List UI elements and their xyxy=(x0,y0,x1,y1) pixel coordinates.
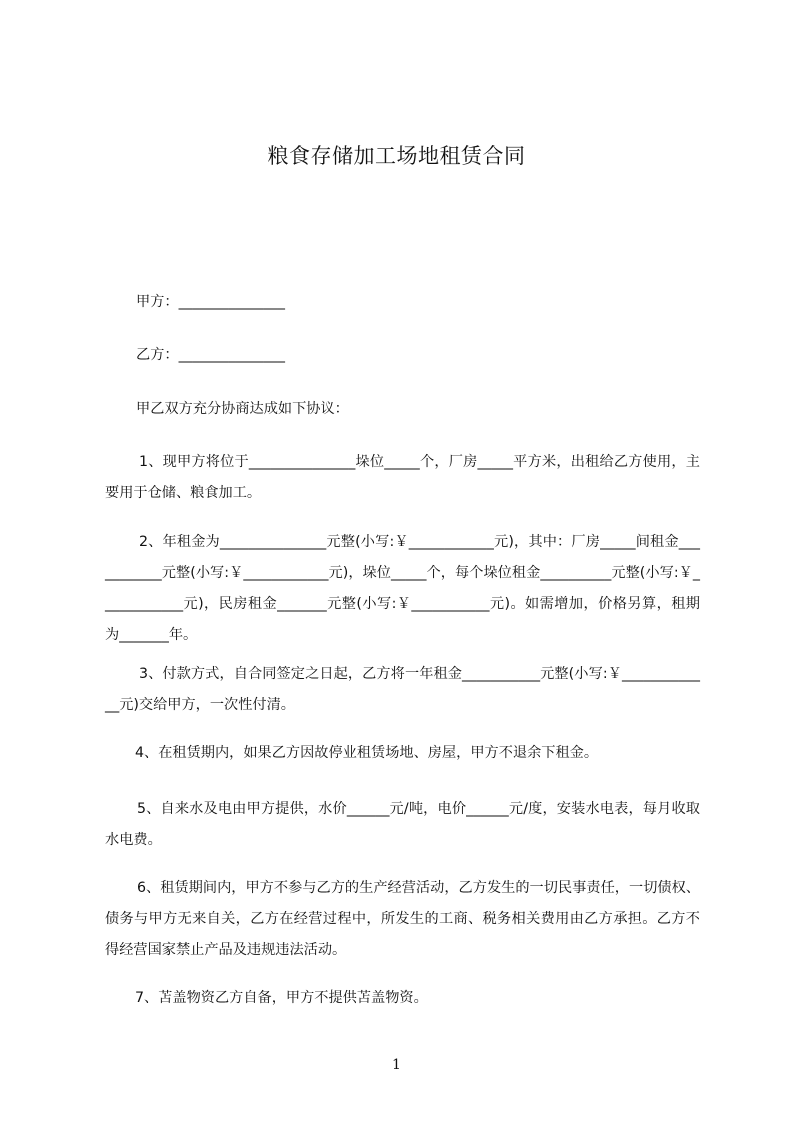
clause-7: 7、苫盖物资乙方自备，甲方不提供苫盖物资。 xyxy=(135,990,428,1006)
clause-4: 4、在租赁期内，如果乙方因故停业租赁场地、房屋，甲方不退余下租金。 xyxy=(135,745,599,761)
clause-2: 2、年租金为_______________元整(小写:￥____________元)，其中：厂房_____间租金___________元整(小写:￥____________元)，垛位_____个，每个垛位租金__________元整(小写:￥____________元)，民房租金_______元整(小写:￥___________元)。如需增加，价格另算，租期为_______年。 xyxy=(105,534,700,643)
clause-3: 3、付款方式，自合同签定之日起，乙方将一年租金___________元整(小写:￥_____________元)交给甲方，一次性付清。 xyxy=(105,666,700,713)
page-number: 1 xyxy=(392,1057,401,1073)
clause-1: 1、现甲方将位于_______________垛位_____个，厂房_____平方米，出租给乙方使用，主要用于仓储、粮食加工。 xyxy=(105,454,700,501)
party-a-line: 甲方：_______________ xyxy=(136,294,285,310)
clause-5: 5、自来水及电由甲方提供，水价______元/吨，电价______元/度，安装水电表，每月收取水电费。 xyxy=(105,801,700,848)
clause-6: 6、租赁期间内，甲方不参与乙方的生产经营活动，乙方发生的一切民事责任，一切债权、债务与甲方无来自关，乙方在经营过程中，所发生的工商、税务相关费用由乙方承担。乙方不得经营国家禁止产品及违规违法活动。 xyxy=(105,880,700,958)
party-b-line: 乙方：_______________ xyxy=(136,347,285,363)
agreement-intro: 甲乙双方充分协商达成如下协议： xyxy=(136,401,349,417)
document-title: 粮食存储加工场地租赁合同 xyxy=(267,144,526,168)
